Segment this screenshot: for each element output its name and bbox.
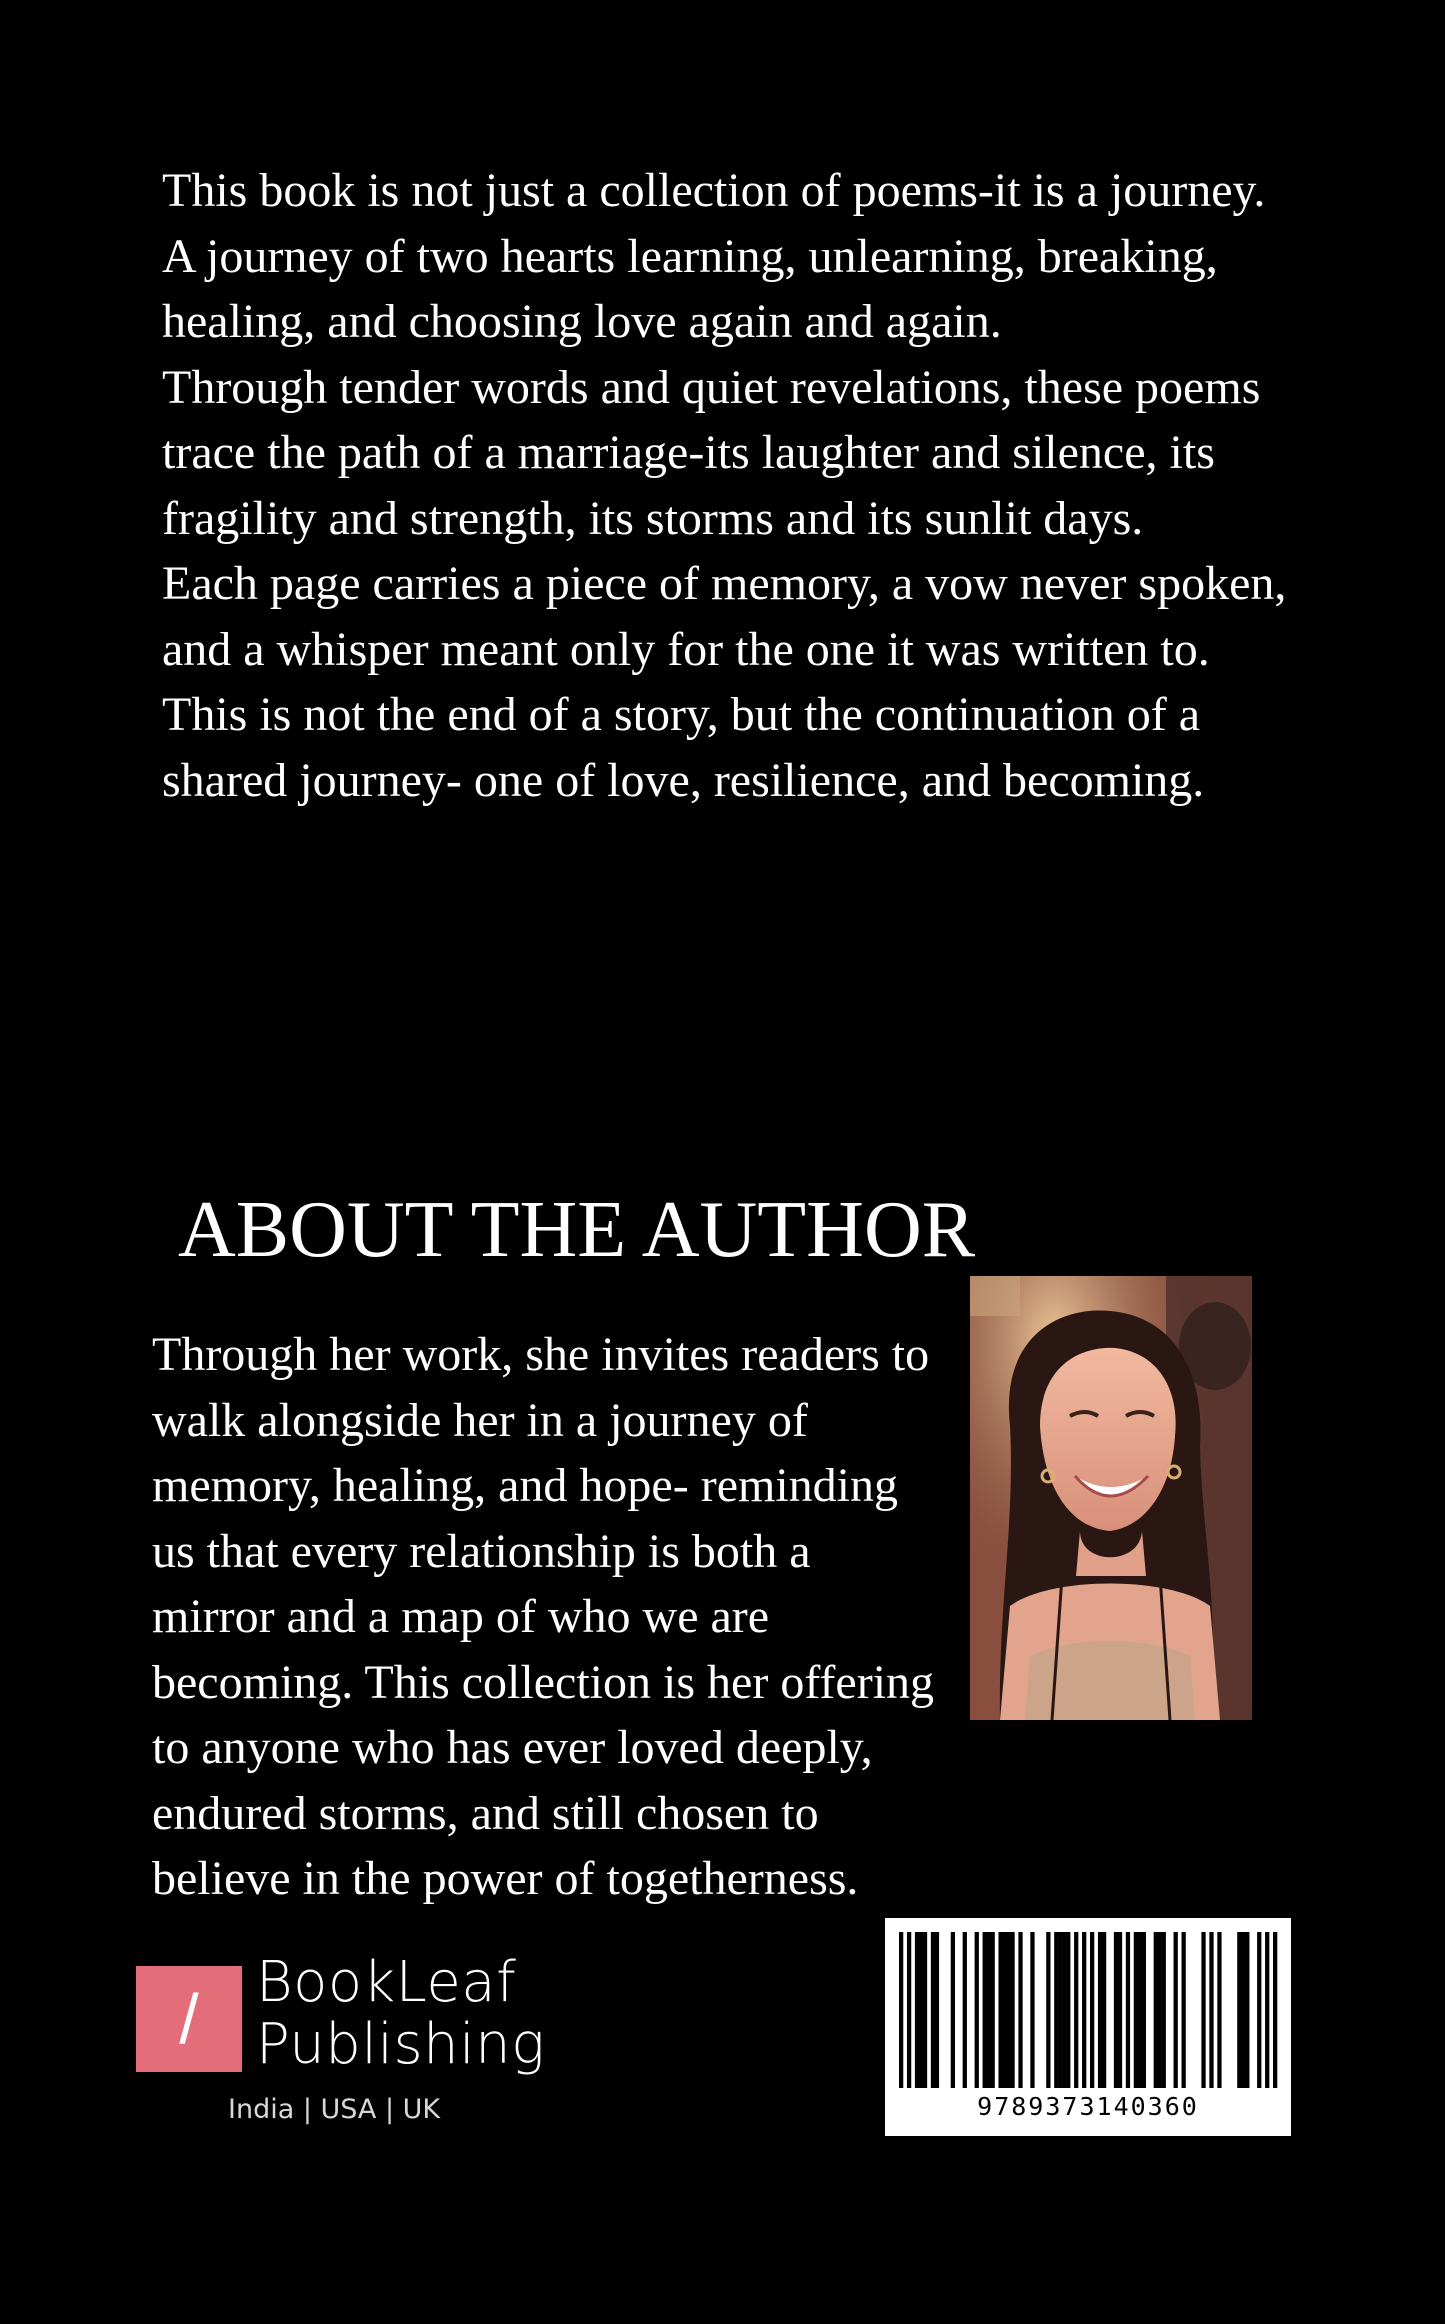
barcode-bar [931, 1932, 935, 2088]
bio-line: mirror and a map of who we are [152, 1590, 770, 1643]
blurb-paragraph: Through tender words and quiet revelations, these poems trace the path of a marriage-its laughter and silence, its fragility and strength, its storms and its sunlit days. [162, 360, 1261, 545]
bio-line: walk alongside her in a journey of [152, 1393, 808, 1447]
barcode-bar [1162, 1932, 1166, 2088]
author-photo [970, 1276, 1252, 1720]
book-blurb [162, 158, 1302, 813]
barcode-bar [1126, 1932, 1130, 2088]
barcode-bar [1217, 1932, 1221, 2088]
barcode-bar [963, 1932, 967, 2088]
barcode-bar [1002, 1932, 1006, 2088]
publisher-regions: India | USA | UK [228, 2094, 441, 2125]
barcode-bar [899, 1932, 903, 2088]
barcode-bar [935, 1932, 939, 2088]
barcode-bar [987, 1932, 991, 2088]
blurb-paragraph: A journey of two hearts learning, unlearning, breaking, healing, and choosing love again and again. [162, 229, 1218, 348]
barcode-bar [1090, 1932, 1094, 2088]
bio-line: memory, healing, and hope- reminding [152, 1459, 899, 1512]
barcode-bar [1174, 1932, 1178, 2088]
publisher-logo-mark [136, 1966, 242, 2072]
barcode-bar [1138, 1932, 1142, 2088]
barcode-bar [1074, 1932, 1078, 2088]
barcode-bar [1114, 1932, 1118, 2088]
barcode-bar [1098, 1932, 1102, 2088]
barcode-bar [907, 1932, 911, 2088]
barcode-bar [1046, 1932, 1050, 2088]
barcode-bar [919, 1932, 923, 2088]
barcode-bar [1082, 1932, 1086, 2088]
barcode-bar [1201, 1932, 1205, 2088]
isbn-barcode [885, 1918, 1291, 2136]
publisher-name-line: Publishing [256, 2012, 546, 2077]
barcode-bar [1154, 1932, 1158, 2088]
barcode-bar [951, 1932, 955, 2088]
barcode-bar [1066, 1932, 1070, 2088]
barcode-bar [1118, 1932, 1122, 2088]
bio-line: to anyone who has ever loved deeply, [152, 1721, 873, 1774]
blurb-paragraph: This is not the end of a story, but the continuation of a shared journey- one of love, resilience, and becoming. [162, 688, 1205, 807]
barcode-bar [915, 1932, 919, 2088]
author-bio [152, 1322, 972, 1912]
barcode-bar [998, 1932, 1002, 2088]
barcode-bar [1273, 1932, 1277, 2088]
bio-line: Through her work, she invites readers to [152, 1328, 930, 1381]
bio-line: becoming. This collection is her offering [152, 1655, 935, 1709]
publisher-name-line: BookLeaf [256, 1950, 517, 2015]
barcode-bar [1245, 1932, 1249, 2088]
barcode-bar [1182, 1932, 1186, 2088]
barcode-bar [923, 1932, 927, 2088]
barcode-bar [1209, 1932, 1213, 2088]
barcode-bar [1158, 1932, 1162, 2088]
barcode-bar [975, 1932, 979, 2088]
barcode-bar [1030, 1932, 1034, 2088]
barcode-bar [983, 1932, 987, 2088]
blurb-paragraph: This book is not just a collection of poems-it is a journey. [162, 164, 1266, 217]
barcode-bar [1102, 1932, 1106, 2088]
barcode-bar [1142, 1932, 1146, 2088]
barcode-bar [1058, 1932, 1062, 2088]
bio-line: endured storms, and still chosen to [152, 1786, 819, 1840]
barcode-bar [1062, 1932, 1066, 2088]
bio-line: believe in the power of togetherness. [152, 1852, 859, 1905]
barcode-bar [1241, 1932, 1245, 2088]
about-author-heading: ABOUT THE AUTHOR [178, 1186, 976, 1274]
barcode-bar [1054, 1932, 1058, 2088]
barcode-bar [1006, 1932, 1010, 2088]
barcode-bar [1010, 1932, 1014, 2088]
blurb-paragraph: Each page carries a piece of memory, a vow never spoken, and a whisper meant only for the one it was written to. [162, 557, 1287, 676]
barcode-bar [1265, 1932, 1269, 2088]
barcode-bar [1018, 1932, 1022, 2088]
bio-line: us that every relationship is both a [152, 1524, 811, 1578]
barcode-bar [1134, 1932, 1138, 2088]
barcode-bar [1257, 1932, 1261, 2088]
slash-icon: / [179, 1980, 199, 2058]
isbn-number: 9789373140360 [977, 2092, 1199, 2121]
barcode-bar [991, 1932, 995, 2088]
publisher-name [256, 1952, 545, 2076]
barcode-bar [1237, 1932, 1241, 2088]
